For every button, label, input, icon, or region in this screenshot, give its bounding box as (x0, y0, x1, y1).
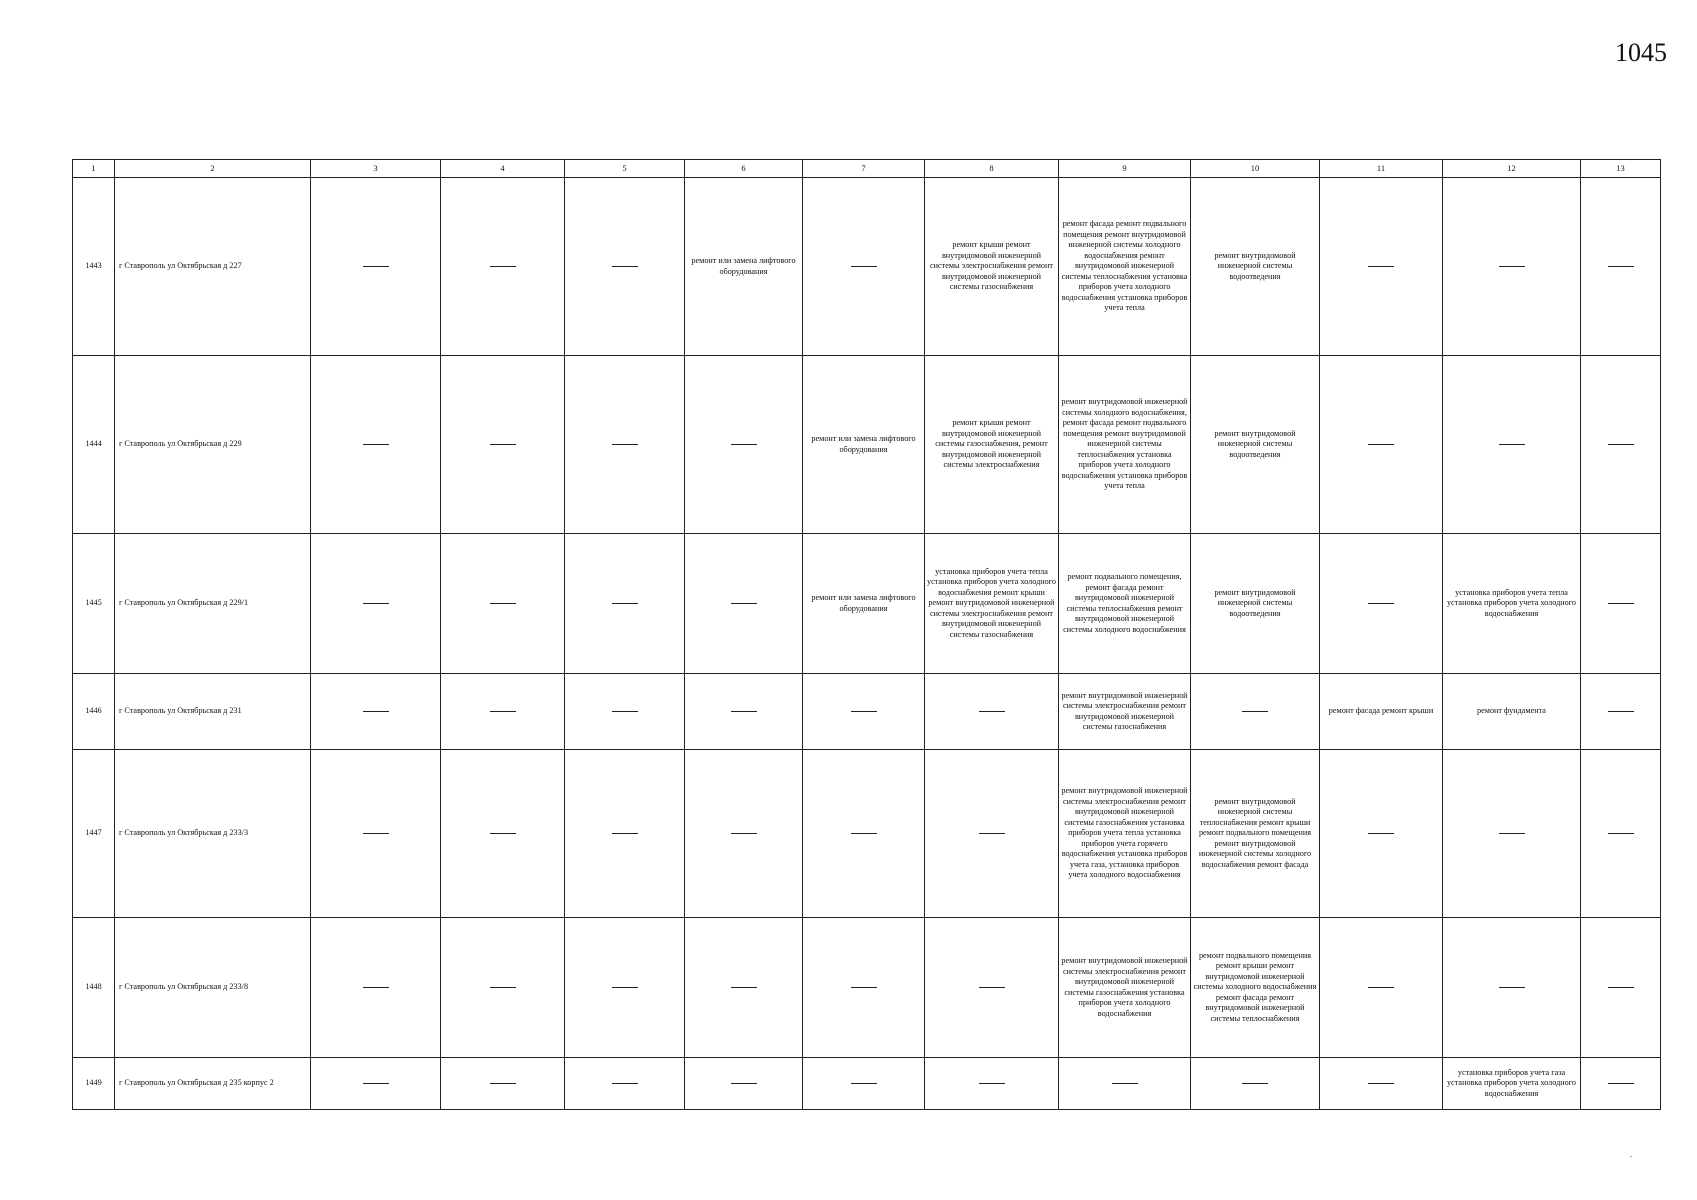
work-cell: ремонт крыши ремонт внутридомовой инженерной системы электроснабжения ремонт внутридомовой инженерной системы газоснабжения (925, 178, 1059, 356)
empty-dash (363, 1083, 389, 1084)
work-cell: ремонт внутридомовой инженерной системы теплоснабжения ремонт крыши ремонт подвального помещения ремонт внутридомовой инженерной системы холодного водоснабжения ремонт фасада (1191, 750, 1320, 918)
table-row (73, 918, 1661, 1058)
work-cell (441, 918, 565, 1058)
table-body (73, 178, 1661, 1110)
work-cell (685, 356, 803, 534)
work-cell (565, 918, 685, 1058)
table-row (73, 674, 1661, 750)
empty-dash (1608, 833, 1634, 834)
work-cell: установка приборов учета газа установка приборов учета холодного водоснабжения (1443, 1058, 1581, 1110)
work-cell (1320, 918, 1443, 1058)
row-number: 1447 (73, 750, 115, 918)
empty-dash (490, 444, 516, 445)
work-cell: ремонт или замена лифтового оборудования (685, 178, 803, 356)
work-cell (1443, 178, 1581, 356)
work-cell: установка приборов учета тепла установка приборов учета холодного водоснабжения ремонт крыши ремонт внутридомовой инженерной системы электроснабжения ремонт внутридомовой инженерной системы газоснабжения (925, 534, 1059, 674)
work-cell (1320, 750, 1443, 918)
row-number: 1443 (73, 178, 115, 356)
empty-dash (363, 444, 389, 445)
column-header: 9 (1059, 160, 1191, 178)
work-cell (311, 918, 441, 1058)
work-cell (685, 674, 803, 750)
empty-dash (851, 987, 877, 988)
empty-dash (612, 444, 638, 445)
work-cell (311, 356, 441, 534)
empty-dash (1499, 266, 1525, 267)
empty-dash (851, 711, 877, 712)
work-cell (311, 1058, 441, 1110)
work-cell (1581, 534, 1661, 674)
work-cell (803, 674, 925, 750)
empty-dash (490, 1083, 516, 1084)
work-cell (803, 918, 925, 1058)
address-cell: г Ставрополь ул Октябрьская д 229/1 (115, 534, 311, 674)
work-cell (803, 1058, 925, 1110)
work-cell: ремонт внутридомовой инженерной системы электроснабжения ремонт внутридомовой инженерной системы газоснабжения установка приборов учета тепла установка приборов учета горячего водоснабжения установка приборов учета газа, установка приборов учета холодного водоснабжения (1059, 750, 1191, 918)
work-cell (1320, 356, 1443, 534)
empty-dash (1368, 603, 1394, 604)
work-cell: ремонт внутридомовой инженерной системы водоотведения (1191, 178, 1320, 356)
work-cell: ремонт или замена лифтового оборудования (803, 356, 925, 534)
work-cell (1581, 356, 1661, 534)
table-row (73, 750, 1661, 918)
work-cell (565, 534, 685, 674)
empty-dash (363, 266, 389, 267)
work-cell (1581, 674, 1661, 750)
empty-dash (490, 833, 516, 834)
work-cell: установка приборов учета тепла установка приборов учета холодного водоснабжения (1443, 534, 1581, 674)
work-cell (685, 918, 803, 1058)
table-row (73, 356, 1661, 534)
work-cell (311, 178, 441, 356)
column-header: 2 (115, 160, 311, 178)
empty-dash (363, 603, 389, 604)
work-cell: ремонт внутридомовой инженерной системы электроснабжения ремонт внутридомовой инженерной системы газоснабжения (1059, 674, 1191, 750)
work-cell (1443, 750, 1581, 918)
work-cell (685, 534, 803, 674)
work-cell (1581, 918, 1661, 1058)
empty-dash (851, 833, 877, 834)
capital-repair-table (72, 159, 1661, 1110)
work-cell (803, 178, 925, 356)
work-cell (311, 750, 441, 918)
column-header: 3 (311, 160, 441, 178)
empty-dash (731, 833, 757, 834)
work-cell (1320, 1058, 1443, 1110)
work-cell: ремонт фундамента (1443, 674, 1581, 750)
page-number: 1045 (1615, 38, 1667, 67)
address-cell: г Ставрополь ул Октябрьская д 233/3 (115, 750, 311, 918)
column-header: 11 (1320, 160, 1443, 178)
empty-dash (1368, 987, 1394, 988)
empty-dash (612, 266, 638, 267)
work-cell (685, 1058, 803, 1110)
work-cell (1059, 1058, 1191, 1110)
row-number: 1448 (73, 918, 115, 1058)
work-cell (441, 534, 565, 674)
empty-dash (490, 603, 516, 604)
work-cell (441, 674, 565, 750)
work-cell (311, 674, 441, 750)
empty-dash (1242, 711, 1268, 712)
empty-dash (612, 833, 638, 834)
work-cell (441, 750, 565, 918)
empty-dash (490, 987, 516, 988)
work-cell: ремонт подвального помещения, ремонт фасада ремонт внутридомовой инженерной системы теплоснабжения ремонт внутридомовой инженерной системы холодного водоснабжения (1059, 534, 1191, 674)
column-header: 8 (925, 160, 1059, 178)
empty-dash (1608, 711, 1634, 712)
work-cell (311, 534, 441, 674)
empty-dash (731, 711, 757, 712)
empty-dash (363, 987, 389, 988)
work-cell (565, 750, 685, 918)
column-header: 12 (1443, 160, 1581, 178)
work-cell (925, 750, 1059, 918)
empty-dash (851, 1083, 877, 1084)
empty-dash (731, 987, 757, 988)
empty-dash (1242, 1083, 1268, 1084)
row-number: 1446 (73, 674, 115, 750)
empty-dash (731, 444, 757, 445)
empty-dash (731, 603, 757, 604)
empty-dash (731, 1083, 757, 1084)
work-cell (441, 356, 565, 534)
work-cell (803, 750, 925, 918)
row-number: 1449 (73, 1058, 115, 1110)
work-cell: ремонт крыши ремонт внутридомовой инженерной системы газоснабжения, ремонт внутридомовой инженерной системы электроснабжения (925, 356, 1059, 534)
work-cell (565, 178, 685, 356)
empty-dash (979, 833, 1005, 834)
column-header: 10 (1191, 160, 1320, 178)
empty-dash (1608, 266, 1634, 267)
empty-dash (979, 711, 1005, 712)
empty-dash (1608, 603, 1634, 604)
empty-dash (1368, 444, 1394, 445)
work-cell: ремонт внутридомовой инженерной системы холодного водоснабжения, ремонт фасада ремонт подвального помещения ремонт внутридомовой инженерной системы теплоснабжения установка приборов учета холодного водоснабжения установка приборов учета тепла (1059, 356, 1191, 534)
empty-dash (1608, 1083, 1634, 1084)
empty-dash (1368, 1083, 1394, 1084)
column-number-header (73, 160, 1661, 178)
work-cell (565, 356, 685, 534)
work-cell (925, 674, 1059, 750)
address-cell: г Ставрополь ул Октябрьская д 229 (115, 356, 311, 534)
empty-dash (1608, 444, 1634, 445)
work-cell (1191, 674, 1320, 750)
empty-dash (490, 266, 516, 267)
work-cell (441, 178, 565, 356)
work-cell (565, 1058, 685, 1110)
work-cell: ремонт внутридомовой инженерной системы водоотведения (1191, 534, 1320, 674)
empty-dash (1368, 833, 1394, 834)
table-row (73, 534, 1661, 674)
empty-dash (1368, 266, 1394, 267)
work-cell: ремонт внутридомовой инженерной системы электроснабжения ремонт внутридомовой инженерной системы газоснабжения установка приборов учета холодного водоснабжения (1059, 918, 1191, 1058)
empty-dash (363, 711, 389, 712)
work-cell: ремонт или замена лифтового оборудования (803, 534, 925, 674)
empty-dash (1499, 833, 1525, 834)
empty-dash (612, 711, 638, 712)
address-cell: г Ставрополь ул Октябрьская д 231 (115, 674, 311, 750)
column-header: 6 (685, 160, 803, 178)
stray-mark: . (1630, 1150, 1632, 1159)
empty-dash (612, 603, 638, 604)
work-cell (1443, 356, 1581, 534)
row-number: 1445 (73, 534, 115, 674)
column-header: 4 (441, 160, 565, 178)
table-row (73, 178, 1661, 356)
empty-dash (979, 1083, 1005, 1084)
work-cell (1320, 534, 1443, 674)
empty-dash (979, 987, 1005, 988)
work-cell (1581, 1058, 1661, 1110)
empty-dash (612, 1083, 638, 1084)
table-row (73, 1058, 1661, 1110)
work-cell (565, 674, 685, 750)
work-cell (1443, 918, 1581, 1058)
column-header: 13 (1581, 160, 1661, 178)
address-cell: г Ставрополь ул Октябрьская д 233/8 (115, 918, 311, 1058)
work-cell: ремонт фасада ремонт крыши (1320, 674, 1443, 750)
work-cell (1581, 178, 1661, 356)
address-cell: г Ставрополь ул Октябрьская д 235 корпус 2 (115, 1058, 311, 1110)
row-number: 1444 (73, 356, 115, 534)
work-cell (1191, 1058, 1320, 1110)
empty-dash (490, 711, 516, 712)
empty-dash (1608, 987, 1634, 988)
work-cell (1320, 178, 1443, 356)
empty-dash (1499, 987, 1525, 988)
work-cell: ремонт внутридомовой инженерной системы водоотведения (1191, 356, 1320, 534)
work-cell (925, 1058, 1059, 1110)
column-header: 7 (803, 160, 925, 178)
work-cell (685, 750, 803, 918)
work-cell (925, 918, 1059, 1058)
work-cell (1581, 750, 1661, 918)
column-header: 1 (73, 160, 115, 178)
address-cell: г Ставрополь ул Октябрьская д 227 (115, 178, 311, 356)
work-cell: ремонт подвального помещения ремонт крыши ремонт внутридомовой инженерной системы холодного водоснабжения ремонт фасада ремонт внутридомовой инженерной системы теплоснабжения (1191, 918, 1320, 1058)
empty-dash (612, 987, 638, 988)
work-cell: ремонт фасада ремонт подвального помещения ремонт внутридомовой инженерной системы холодного водоснабжения ремонт внутридомовой инженерной системы теплоснабжения установка приборов учета холодного водоснабжения установка приборов учета тепла (1059, 178, 1191, 356)
empty-dash (851, 266, 877, 267)
column-header: 5 (565, 160, 685, 178)
empty-dash (1499, 444, 1525, 445)
empty-dash (363, 833, 389, 834)
work-cell (441, 1058, 565, 1110)
empty-dash (1112, 1083, 1138, 1084)
